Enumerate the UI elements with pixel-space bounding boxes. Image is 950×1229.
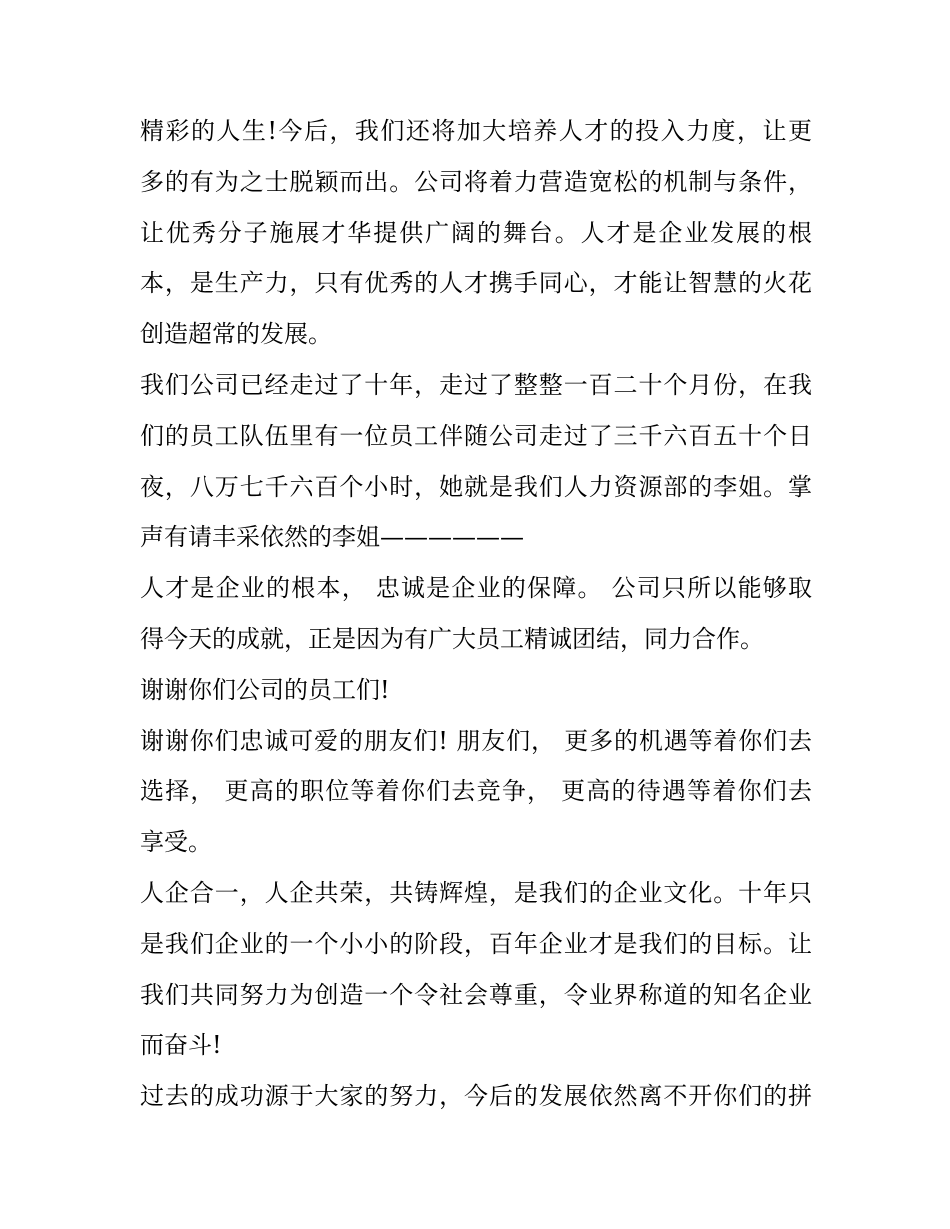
text-line: 本，是生产力，只有优秀的人才携手同心，才能让智慧的火花 — [140, 269, 812, 298]
text-line: 享受。 — [140, 828, 212, 857]
text-line: 得今天的成就，正是因为有广大员工精诚团结，同力合作。 — [140, 624, 764, 653]
text-line: 多的有为之士脱颖而出。公司将着力营造宽松的机制与条件， — [140, 167, 812, 196]
text-line: 声有请丰采依然的李姐—————— — [140, 523, 524, 552]
text-line: 我们共同努力为创造一个令社会尊重，令业界称道的知名企业 — [140, 980, 812, 1009]
text-line: 谢谢你们忠诚可爱的朋友们! 朋友们， 更多的机遇等着你们去 — [140, 726, 812, 755]
document-body — [140, 106, 812, 1122]
text-line: 创造超常的发展。 — [140, 320, 332, 349]
text-line: 精彩的人生!今后，我们还将加大培养人才的投入力度，让更 — [140, 117, 812, 145]
text-line: 谢谢你们公司的员工们! — [140, 675, 390, 704]
text-line: 我们公司已经走过了十年，走过了整整一百二十个月份，在我 — [140, 370, 812, 399]
text-line: 过去的成功源于大家的努力，今后的发展依然离不开你们的拼 — [140, 1082, 812, 1111]
text-line: 们的员工队伍里有一位员工伴随公司走过了三千六百五十个日 — [140, 421, 812, 450]
text-line: 人才是企业的根本， 忠诚是企业的保障。 公司只所以能够取 — [140, 574, 812, 603]
text-line: 人企合一，人企共荣，共铸辉煌，是我们的企业文化。十年只 — [140, 878, 812, 907]
text-line: 是我们企业的一个小小的阶段，百年企业才是我们的目标。让 — [140, 929, 812, 958]
text-line: 而奋斗! — [140, 1031, 222, 1060]
text-line: 夜，八万七千六百个小时，她就是我们人力资源部的李姐。掌 — [140, 472, 812, 501]
text-line: 让优秀分子施展才华提供广阔的舞台。人才是企业发展的根 — [140, 218, 812, 247]
text-line: 选择， 更高的职位等着你们去竞争， 更高的待遇等着你们去 — [140, 777, 812, 806]
